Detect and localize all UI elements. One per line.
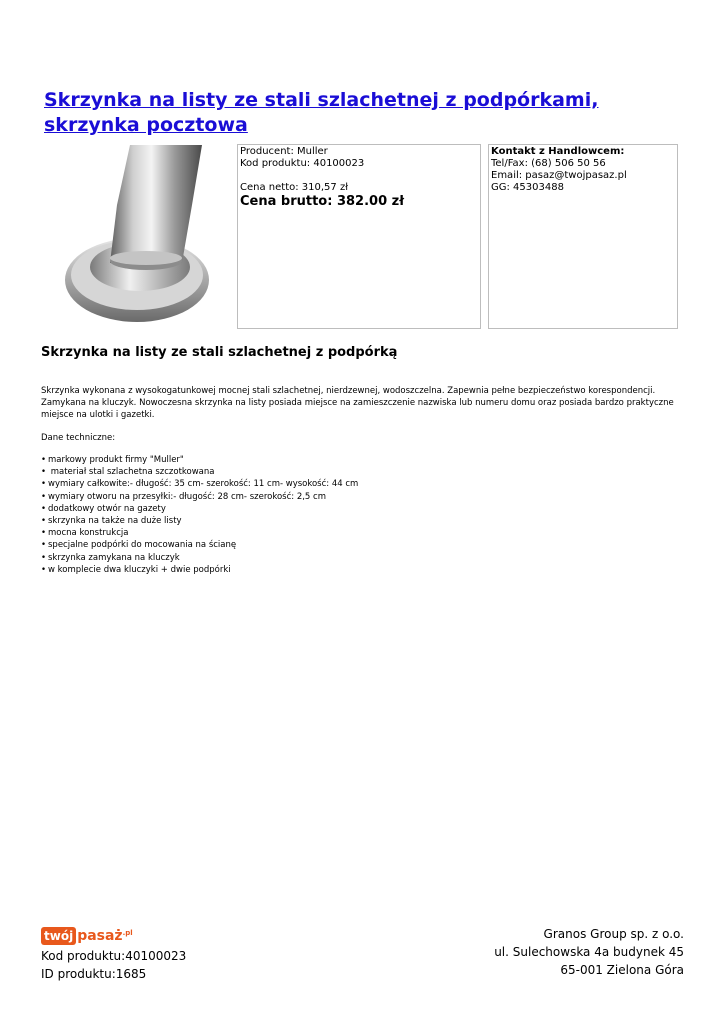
list-item: • wymiary otworu na przesyłki:- długość: 28 cm- szerokość: 2,5 cm (41, 491, 326, 502)
gross-price-text: Cena brutto: 382.00 zł (240, 194, 405, 209)
list-item: • w komplecie dwa kluczyki + dwie podpórki (41, 564, 231, 575)
bullet-icon: • (41, 491, 47, 502)
company-street: ul. Sulechowska 4a budynek 45 (494, 945, 684, 959)
logo-tld: .pl (122, 929, 133, 937)
producer-text: Producent: Muller (240, 146, 328, 157)
bullet-icon: • (41, 528, 47, 539)
logo-text: pasaż (77, 928, 123, 944)
spacer (240, 170, 478, 182)
product-code-text: Kod produktu: 40100023 (240, 158, 365, 169)
list-item: • skrzynka na także na duże listy (41, 516, 182, 527)
product-image (62, 145, 232, 330)
contact-heading: Kontakt z Handlowcem: (491, 146, 625, 157)
features-list (41, 454, 358, 576)
contact-email[interactable]: Email: pasaz@twojpasaz.pl (491, 170, 627, 181)
bullet-icon: • (41, 564, 47, 575)
bullet-icon: • (41, 540, 47, 551)
footer-product-info (41, 947, 186, 983)
contact-box (488, 144, 678, 329)
product-info-box (237, 144, 481, 329)
footer-product-code: Kod produktu:40100023 (41, 949, 187, 963)
contact-tel: Tel/Fax: (68) 506 50 56 (491, 158, 606, 169)
logo-badge: twój (41, 927, 76, 945)
list-item: • dodatkowy otwór na gazety (41, 503, 166, 514)
section-heading: Skrzynka na listy ze stali szlachetnej z podpórką (41, 345, 398, 360)
tech-label: Dane techniczne: (41, 433, 116, 443)
bullet-icon: • (41, 516, 47, 527)
list-item: • markowy produkt firmy "Muller" (41, 455, 184, 465)
bullet-icon: • (41, 552, 47, 563)
contact-gg: GG: 45303488 (491, 182, 564, 193)
footer-address (494, 925, 684, 979)
list-item: • mocna konstrukcja (41, 528, 129, 539)
twojpasaz-logo (41, 926, 133, 946)
list-item: • skrzynka zamykana na kluczyk (41, 552, 180, 563)
footer-product-id: ID produktu:1685 (41, 967, 147, 981)
bullet-icon: • (41, 479, 47, 490)
bullet-icon: • (41, 455, 47, 465)
product-title-link[interactable]: Skrzynka na listy ze stali szlachetnej z podpórkami, skrzynka pocztowa (44, 89, 599, 136)
company-name: Granos Group sp. z o.o. (543, 927, 684, 941)
net-price-text: Cena netto: 310,57 zł (240, 182, 349, 193)
list-item: • wymiary całkowite:- długość: 35 cm- szerokość: 11 cm- wysokość: 44 cm (41, 479, 359, 490)
bullet-icon: • (41, 503, 47, 514)
company-city: 65-001 Zielona Góra (560, 963, 684, 977)
list-item: • specjalne podpórki do mocowania na ścianę (41, 540, 237, 551)
description-text: Skrzynka wykonana z wysokogatunkowej mocnej stali szlachetnej, nierdzewnej, wodoszczelna. Zapewnia pełne bezpieczeństwo korespondencji. Zamykana na kluczyk. Nowoczesna skrzynka na listy posiada miejsce na zamieszczenie nazwiska lub numeru domu oraz posiada bardzo praktyczne miejsce na ulotki i gazetki. (41, 386, 674, 420)
bullet-icon: • (41, 467, 47, 478)
list-item: • materiał stal szlachetna szczotkowana (41, 467, 215, 478)
